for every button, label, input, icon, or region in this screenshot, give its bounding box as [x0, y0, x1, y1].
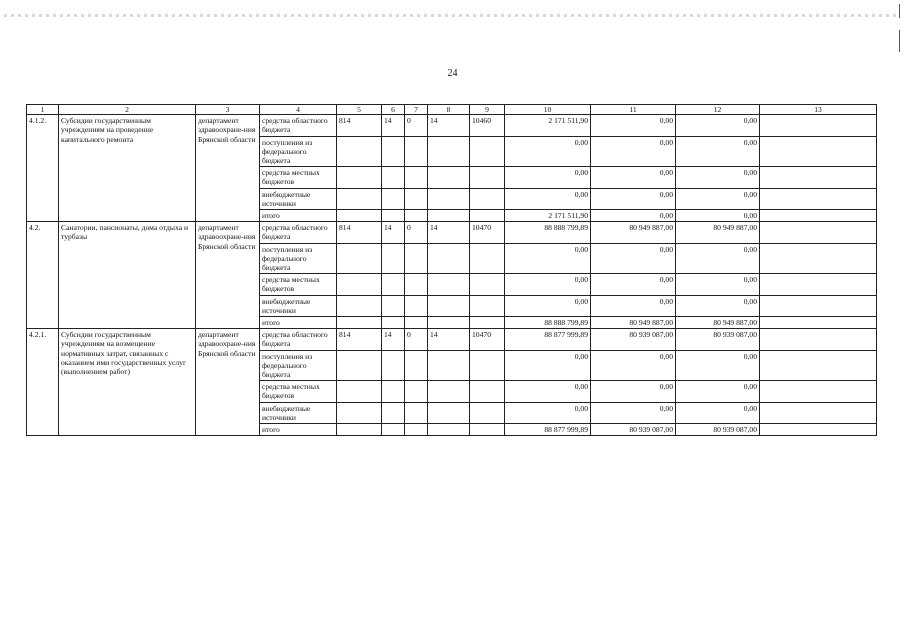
funding-source: средства областного бюджета: [260, 222, 337, 243]
edge-mark: [899, 4, 900, 18]
code-cell-c8: [428, 295, 470, 316]
code-cell-c9: 10460: [470, 115, 505, 136]
amount-cell-c12: 80 939 087,00: [676, 424, 760, 436]
amount-cell-c11: 0,00: [591, 350, 676, 381]
table-row: [27, 222, 877, 243]
code-cell-c8: 14: [428, 329, 470, 350]
code-cell-c7: 0: [405, 329, 428, 350]
amount-cell-c11: 0,00: [591, 115, 676, 136]
code-cell-c8: [428, 424, 470, 436]
code-cell-c7: [405, 381, 428, 402]
funding-source: поступления из федерального бюджета: [260, 350, 337, 381]
code-cell-c5: [337, 274, 382, 295]
amount-cell-c12: 80 949 887,00: [676, 222, 760, 243]
section-name: Субсидии государственным учреждениям на проведение капитального ремонта: [59, 115, 196, 222]
amount-cell-c10: 0,00: [505, 136, 591, 167]
amount-cell-c12: 0,00: [676, 210, 760, 222]
amount-cell-c12: 0,00: [676, 381, 760, 402]
column-header: 8: [428, 105, 470, 115]
code-cell-c9: [470, 402, 505, 423]
code-cell-c5: [337, 317, 382, 329]
column-header: 4: [260, 105, 337, 115]
funding-source: средства областного бюджета: [260, 115, 337, 136]
code-cell-c7: [405, 167, 428, 188]
code-cell-c6: [382, 381, 405, 402]
funding-source: средства областного бюджета: [260, 329, 337, 350]
code-cell-c6: [382, 402, 405, 423]
note-cell: [760, 115, 877, 136]
amount-cell-c12: 0,00: [676, 188, 760, 209]
amount-cell-c12: 80 939 087,00: [676, 329, 760, 350]
code-cell-c6: [382, 136, 405, 167]
note-cell: [760, 402, 877, 423]
code-cell-c9: [470, 243, 505, 274]
column-header: 12: [676, 105, 760, 115]
column-header: 1: [27, 105, 59, 115]
note-cell: [760, 188, 877, 209]
amount-cell-c10: 0,00: [505, 381, 591, 402]
code-cell-c6: [382, 274, 405, 295]
section-code: 4.2.: [27, 222, 59, 329]
code-cell-c9: [470, 210, 505, 222]
amount-cell-c10: 0,00: [505, 274, 591, 295]
code-cell-c6: [382, 210, 405, 222]
code-cell-c7: [405, 350, 428, 381]
funding-source: средства местных бюджетов: [260, 381, 337, 402]
funding-source: внебюджетные источники: [260, 402, 337, 423]
code-cell-c6: 14: [382, 222, 405, 243]
code-cell-c5: [337, 381, 382, 402]
code-cell-c6: [382, 243, 405, 274]
code-cell-c8: [428, 167, 470, 188]
code-cell-c9: 10470: [470, 222, 505, 243]
code-cell-c9: [470, 295, 505, 316]
column-header: 11: [591, 105, 676, 115]
column-header: 3: [196, 105, 260, 115]
code-cell-c8: [428, 188, 470, 209]
note-cell: [760, 381, 877, 402]
note-cell: [760, 210, 877, 222]
funding-source: внебюджетные источники: [260, 188, 337, 209]
column-header: 13: [760, 105, 877, 115]
note-cell: [760, 222, 877, 243]
code-cell-c6: 14: [382, 115, 405, 136]
amount-cell-c12: 0,00: [676, 115, 760, 136]
column-header: 7: [405, 105, 428, 115]
amount-cell-c11: 0,00: [591, 295, 676, 316]
amount-cell-c10: 0,00: [505, 402, 591, 423]
code-cell-c8: [428, 402, 470, 423]
amount-cell-c10: 0,00: [505, 243, 591, 274]
code-cell-c5: 814: [337, 115, 382, 136]
code-cell-c5: 814: [337, 329, 382, 350]
code-cell-c9: [470, 317, 505, 329]
amount-cell-c11: 80 949 887,00: [591, 317, 676, 329]
code-cell-c8: [428, 210, 470, 222]
code-cell-c7: [405, 295, 428, 316]
code-cell-c9: [470, 167, 505, 188]
code-cell-c5: [337, 295, 382, 316]
code-cell-c7: [405, 210, 428, 222]
amount-cell-c11: 0,00: [591, 136, 676, 167]
amount-cell-c11: 0,00: [591, 188, 676, 209]
code-cell-c8: [428, 274, 470, 295]
funding-source: средства местных бюджетов: [260, 274, 337, 295]
note-cell: [760, 329, 877, 350]
code-cell-c7: [405, 243, 428, 274]
amount-cell-c12: 0,00: [676, 243, 760, 274]
note-cell: [760, 136, 877, 167]
amount-cell-c10: 0,00: [505, 295, 591, 316]
funding-source: поступления из федерального бюджета: [260, 243, 337, 274]
code-cell-c5: [337, 136, 382, 167]
code-cell-c6: [382, 167, 405, 188]
code-cell-c9: [470, 188, 505, 209]
code-cell-c5: [337, 350, 382, 381]
code-cell-c9: 10470: [470, 329, 505, 350]
column-header: 9: [470, 105, 505, 115]
note-cell: [760, 424, 877, 436]
amount-cell-c10: 88 888 799,89: [505, 222, 591, 243]
section-executor: департамент здравоохране-ния Брянской области: [196, 222, 260, 329]
code-cell-c7: [405, 424, 428, 436]
column-header: 5: [337, 105, 382, 115]
column-header: 10: [505, 105, 591, 115]
code-cell-c5: [337, 210, 382, 222]
code-cell-c8: 14: [428, 115, 470, 136]
amount-cell-c10: 88 877 999,89: [505, 329, 591, 350]
code-cell-c8: [428, 243, 470, 274]
amount-cell-c12: 0,00: [676, 402, 760, 423]
amount-cell-c10: 2 171 511,90: [505, 115, 591, 136]
note-cell: [760, 274, 877, 295]
funding-source: итого: [260, 317, 337, 329]
funding-source: средства местных бюджетов: [260, 167, 337, 188]
code-cell-c7: [405, 317, 428, 329]
code-cell-c8: [428, 317, 470, 329]
section-code: 4.1.2.: [27, 115, 59, 222]
note-cell: [760, 243, 877, 274]
code-cell-c5: [337, 243, 382, 274]
code-cell-c7: [405, 402, 428, 423]
code-cell-c5: [337, 188, 382, 209]
code-cell-c7: 0: [405, 222, 428, 243]
code-cell-c6: 14: [382, 329, 405, 350]
amount-cell-c11: 0,00: [591, 274, 676, 295]
code-cell-c6: [382, 317, 405, 329]
amount-cell-c12: 0,00: [676, 350, 760, 381]
table-row: [27, 115, 877, 136]
note-cell: [760, 317, 877, 329]
amount-cell-c10: 0,00: [505, 188, 591, 209]
amount-cell-c11: 80 949 887,00: [591, 222, 676, 243]
funding-source: поступления из федерального бюджета: [260, 136, 337, 167]
scan-artifact-line: [4, 14, 897, 17]
column-header-row: [27, 105, 877, 115]
edge-mark: [899, 30, 900, 52]
amount-cell-c11: 0,00: [591, 167, 676, 188]
amount-cell-c11: 0,00: [591, 402, 676, 423]
amount-cell-c10: 88 877 999,89: [505, 424, 591, 436]
note-cell: [760, 167, 877, 188]
note-cell: [760, 350, 877, 381]
code-cell-c5: 814: [337, 222, 382, 243]
code-cell-c8: [428, 350, 470, 381]
code-cell-c8: 14: [428, 222, 470, 243]
section-executor: департамент здравоохране-ния Брянской области: [196, 115, 260, 222]
code-cell-c5: [337, 402, 382, 423]
code-cell-c8: [428, 136, 470, 167]
amount-cell-c10: 0,00: [505, 350, 591, 381]
code-cell-c9: [470, 381, 505, 402]
table-row: [27, 329, 877, 350]
amount-cell-c10: 2 171 511,90: [505, 210, 591, 222]
code-cell-c7: 0: [405, 115, 428, 136]
code-cell-c7: [405, 274, 428, 295]
code-cell-c5: [337, 167, 382, 188]
amount-cell-c11: 80 939 087,00: [591, 424, 676, 436]
code-cell-c7: [405, 136, 428, 167]
column-header: 2: [59, 105, 196, 115]
funding-source: итого: [260, 424, 337, 436]
code-cell-c6: [382, 424, 405, 436]
section-code: 4.2.1.: [27, 329, 59, 436]
funding-source: внебюджетные источники: [260, 295, 337, 316]
code-cell-c8: [428, 381, 470, 402]
funding-source: итого: [260, 210, 337, 222]
amount-cell-c12: 0,00: [676, 274, 760, 295]
code-cell-c6: [382, 188, 405, 209]
code-cell-c9: [470, 274, 505, 295]
code-cell-c9: [470, 424, 505, 436]
code-cell-c6: [382, 295, 405, 316]
section-name: Субсидии государственным учреждениям на возмещение нормативных затрат, связанных с оказанием ими государственных услуг (выполнением работ): [59, 329, 196, 436]
code-cell-c9: [470, 350, 505, 381]
section-name: Санатории, пансионаты, дома отдыха и турбазы: [59, 222, 196, 329]
code-cell-c6: [382, 350, 405, 381]
code-cell-c7: [405, 188, 428, 209]
budget-table: [26, 104, 877, 436]
amount-cell-c12: 80 949 887,00: [676, 317, 760, 329]
amount-cell-c11: 0,00: [591, 210, 676, 222]
column-header: 6: [382, 105, 405, 115]
note-cell: [760, 295, 877, 316]
amount-cell-c11: 80 939 087,00: [591, 329, 676, 350]
amount-cell-c10: 88 888 799,89: [505, 317, 591, 329]
section-executor: департамент здравоохране-ния Брянской области: [196, 329, 260, 436]
code-cell-c9: [470, 136, 505, 167]
amount-cell-c12: 0,00: [676, 167, 760, 188]
amount-cell-c12: 0,00: [676, 136, 760, 167]
amount-cell-c11: 0,00: [591, 381, 676, 402]
code-cell-c5: [337, 424, 382, 436]
page-number: 24: [447, 68, 458, 79]
amount-cell-c10: 0,00: [505, 167, 591, 188]
amount-cell-c11: 0,00: [591, 243, 676, 274]
amount-cell-c12: 0,00: [676, 295, 760, 316]
